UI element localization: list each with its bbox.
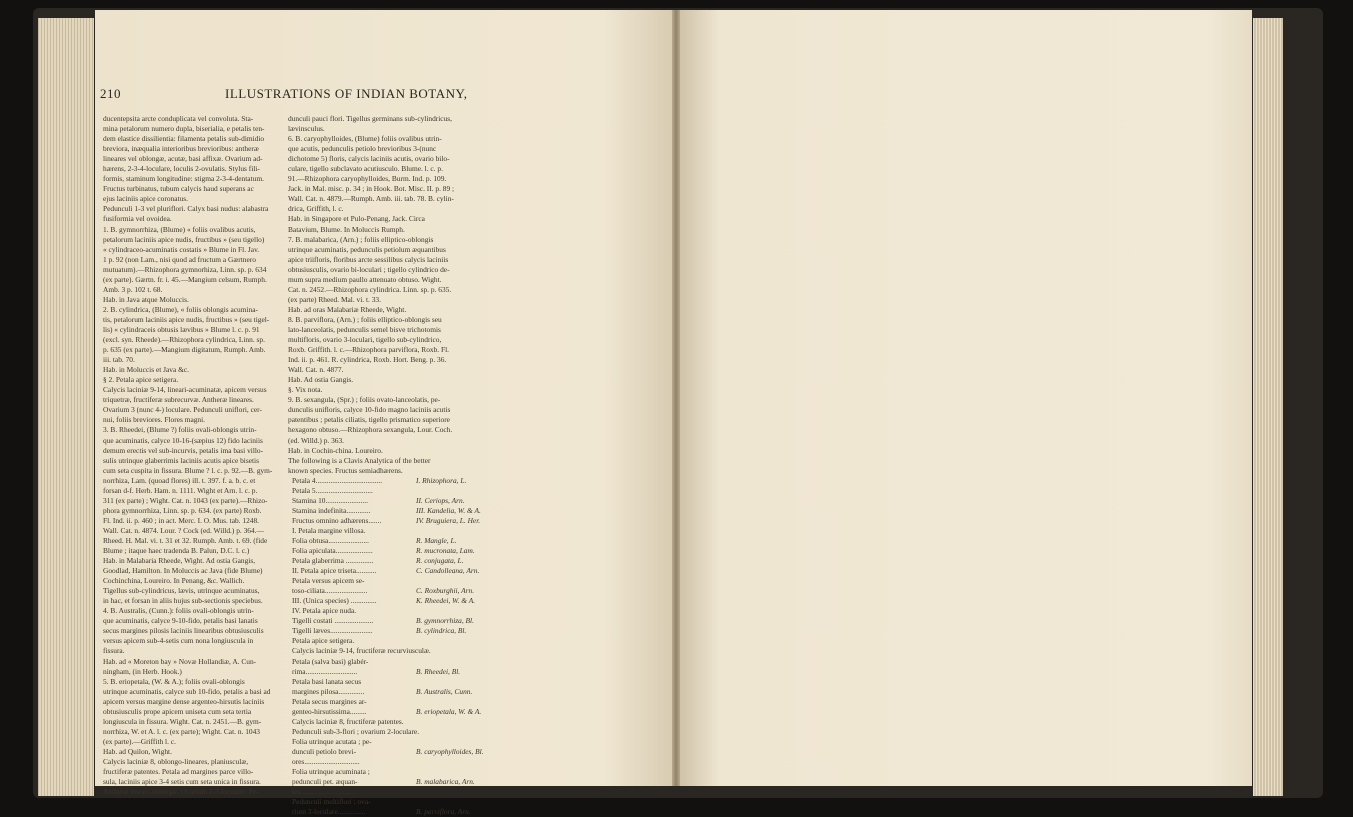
key-row — [288, 787, 466, 797]
key-row-label: Folia obtusa...................... — [292, 535, 369, 545]
text-line: formis, staminum longitudine: stigma 2-3-4-dentatum. — [103, 174, 264, 184]
text-line: Hab. in Singapore et Pulo-Penang, Jack. Circa — [288, 214, 425, 224]
text-line: culare, tigello subclavato acutiusculo. Blume. l. c. p. — [288, 164, 443, 174]
text-line: utrinque acuminatis, calyce sub 10-fido, petalis a basi ad — [103, 686, 271, 696]
key-row — [288, 496, 466, 506]
text-line: demum erectis vel sub-incurvis, petalis ima basi villo- — [103, 445, 264, 455]
book-gutter — [672, 10, 680, 786]
key-row — [288, 505, 481, 516]
text-line: que acutis, pedunculis petiolo brevioribus 3-(nunc — [288, 144, 437, 154]
text-line: patentibus ; petalis ciliatis, tigello prismatico superiore — [288, 415, 450, 425]
text-line: triquetræ, fructiferæ subrecurvæ. Antheræ lineares. — [103, 395, 254, 405]
text-line: The following is a Clavis Analytica of the better — [288, 455, 431, 465]
key-row-taxon: R. conjugata, L. — [416, 556, 464, 566]
text-line: hexagono obtuso.—Rhizophora sexangula, Lour. Coch. — [288, 425, 453, 435]
text-line: versus apicem sub-4-setis cum nona longiuscula in — [103, 636, 254, 646]
key-row — [288, 797, 466, 807]
key-row-taxon: R. mucronata, Lam. — [416, 546, 475, 556]
key-row — [288, 556, 466, 566]
key-row-label: genteo-hirsutissima......... — [292, 706, 367, 716]
text-line: obtusiusculis prope apicem uniseta cum seta tertia — [103, 706, 252, 716]
key-row — [288, 526, 466, 536]
text-line: Batavium, Blume. In Moluccis Rumph. — [288, 224, 405, 234]
key-row-label: Pedunculi sub-3-flori ; ovarium 2-loculare. — [292, 726, 420, 736]
text-line: Fructus turbinatus, tubum calycis haud superans ac — [103, 184, 254, 194]
key-row — [288, 576, 466, 586]
text-line: que acuminatis, calyce 9-10-fido, petalis basi lanatis — [103, 616, 258, 626]
text-line: Hab. in Malabaria Rheede, Wight. Ad ostia Gangis, — [103, 556, 256, 566]
text-line: in hac, et forsan in aliis hujus sub-sectionis speciebus. — [103, 596, 263, 606]
key-row-taxon: I. Rhizophora, L. — [416, 475, 467, 485]
text-line: Rheed. H. Mal. vi. t. 31 et 32. Rumph. Amb. t. 69. (fide — [103, 535, 268, 545]
key-row — [288, 737, 466, 747]
key-row-taxon: IV. Bruguiera, L. Her. — [416, 515, 481, 525]
text-line: nui, foliis breviores. Flores magni. — [103, 415, 206, 425]
text-line: Fl. Ind. ii. p. 460 ; in act. Merc. I. O. Mus. tab. 1248. — [103, 515, 260, 525]
key-row — [288, 657, 466, 667]
text-line: Jack. in Mal. misc. p. 34 ; in Hook. Bot. Misc. II. p. 89 ; — [288, 184, 455, 194]
key-row — [288, 626, 466, 636]
key-row-label: Petala versus apicem se- — [292, 576, 365, 586]
key-row — [288, 616, 474, 626]
text-line: fusiformia vel ovoidea. — [103, 214, 172, 224]
key-row-taxon: B. parviflora, Arn. — [416, 807, 471, 817]
text-line: Hab. in Moluccis et Java &c. — [103, 365, 189, 375]
key-row — [288, 717, 466, 727]
text-line: § 2. Petala apice setigera. — [103, 375, 179, 385]
text-line: norrhiza, W. et A. l. c. (ex parte); Wight. Cat. n. 1043 — [103, 726, 260, 736]
key-row — [288, 697, 466, 707]
text-line: que acuminatis, calyce 10-16-(sæpius 12) fido laciniis — [103, 435, 263, 445]
key-row — [288, 767, 466, 777]
text-line: Blume ; itaque haec tradenda B. Palun, D.C. l. c.) — [103, 546, 250, 556]
text-line: 3. B. Rheedei, (Blume ?) foliis ovali-oblongis utrin- — [103, 425, 257, 435]
text-line: 8. B. parviflora, (Arn.) ; foliis elliptico-oblongis seu — [288, 314, 442, 324]
key-row-label: Tigelli costati ..................... — [292, 616, 374, 626]
text-line: mum supra medium paullo attenuato obtuso. Wight. — [288, 274, 442, 284]
text-line: 311 (ex parte) ; Wight. Cat. n. 1043 (ex parte).—Rhizo- — [103, 495, 268, 505]
key-row-taxon: B. caryophylloides, Bl. — [416, 746, 484, 756]
text-line: §. Vix nota. — [288, 385, 323, 395]
key-row-label: rima............................ — [292, 666, 358, 676]
key-row — [288, 646, 466, 656]
text-line: Wall. Cat. n. 4877. — [288, 365, 344, 375]
text-line: longiuscula in fissura. Wight. Cat. n. 2451.—B. gym- — [103, 716, 262, 726]
key-row-label: Folia apiculata.................... — [292, 546, 373, 556]
text-line: 4. B. Australis, (Cunn.): foliis ovali-oblongis utrin- — [103, 606, 254, 616]
text-line: Pedunculi 1-3 vel pluriflori. Calyx basi nudus: alabastra — [103, 204, 269, 214]
key-row — [288, 515, 481, 526]
text-line: lineares vel oblongæ, acutæ, basi affixæ. Ovarium ad- — [103, 154, 263, 164]
text-line: petalorum laciniis apice nudis, fructibus » (seu tigello) — [103, 234, 265, 244]
text-line: iii. tab. 70. — [103, 355, 135, 365]
text-line: cum seta cuspita in fissura. Blume ? l. c. p. 92.—B. gym- — [103, 465, 273, 475]
key-row-taxon: B. Rheedei, Bl. — [416, 666, 461, 676]
key-row-taxon: C. Candolleana, Arn. — [416, 566, 480, 576]
text-line: 1. B. gymnorrhiza, (Blume) « foliis ovalibus acutis, — [103, 224, 256, 234]
key-row — [288, 596, 476, 606]
key-row — [288, 807, 471, 817]
text-line: breviora, inæqualia interioribus brevioribus: antheræ — [103, 144, 259, 154]
text-line: 6. B. caryophylloides, (Blume) foliis ovalibus utrin- — [288, 134, 442, 144]
key-row-label: dunculi petiolo brevi- — [292, 746, 357, 756]
text-line: ningham, (in Herb. Hook.) — [103, 666, 182, 676]
text-line: utrinque acuminatis, pedunculis petiolum æquantibus — [288, 244, 446, 254]
text-line: hærens, 2-3-4-loculare, loculis 2-ovulatis. Stylus fili- — [103, 164, 260, 174]
text-line: Tigellus sub-cylindricus, lævis, utrinque acuminatus, — [103, 586, 260, 596]
text-line: Goodlad, Hamilton. In Moluccis ac Java (fide Blume) — [103, 566, 263, 576]
text-line: (ex parte) Rheed. Mal. vi. t. 33. — [288, 294, 381, 304]
key-row-label: Folia utrinque acutata ; pe- — [292, 736, 372, 746]
text-line: Amb. 3 p. 102 t. 68. — [103, 284, 163, 294]
page-number: 210 — [100, 86, 121, 101]
right-page-edges — [1253, 18, 1283, 796]
key-row — [288, 677, 466, 687]
key-row-label: Folia utrinque acuminata ; — [292, 767, 370, 777]
text-line: 2. B. cylindrica, (Blume), « foliis oblongis acumina- — [103, 304, 258, 314]
text-line: Hab. Ad ostia Gangis. — [288, 375, 354, 385]
text-line: fissura. — [103, 646, 125, 656]
key-row-label: Stamina 10....................... — [292, 495, 368, 505]
key-row-label: III. (Unica species) .............. — [292, 596, 377, 606]
text-line: Roxb. Griffith. l. c.—Rhizophora parviflora, Roxb. Fl. — [288, 345, 449, 355]
key-row-label: Calycis laciniæ 9-14, fructiferæ recurviusculæ. — [292, 646, 431, 656]
key-row-label: Pedunculi multiflori ; ova- — [292, 797, 371, 807]
text-line: (excl. syn. Rheede).—Rhizophora cylindrica, Linn. sp. — [103, 335, 265, 345]
key-row-label: Fructus omnino adhærens....... — [292, 515, 382, 525]
text-line: Cat. n. 2452.—Rhizophora cylindrica. Linn. sp. p. 635. — [288, 284, 452, 294]
key-row — [288, 486, 466, 496]
key-row-taxon: B. malabarica, Arn. — [416, 777, 475, 787]
key-row-taxon: II. Ceriops, Arn. — [416, 495, 465, 505]
key-row-label: Petala glaberrima ............... — [292, 556, 374, 566]
text-line: Calycis laciniæ 9-14, lineari-acuminatæ, apicem versus — [103, 385, 267, 395]
key-row-label: II. Petala apice triseta........... — [292, 566, 377, 576]
text-line: Antheræ lineari-oblongæ. Ovarium 2-3-loculare. Pe- — [103, 787, 259, 797]
text-line: mina petalorum numero dupla, biserialia, e petalis ten- — [103, 124, 265, 134]
text-line: 1 p. 92 (non Lam., nisi quod ad fructum a Gærtnero — [103, 254, 256, 264]
text-line: Ind. ii. p. 461. R. cylindrica, Roxb. Hort. Beng. p. 36. — [288, 355, 447, 365]
text-line: Hab. ad oras Malabariæ Rheede, Wight. — [288, 304, 407, 314]
text-line: Hab. in Java atque Moluccis. — [103, 294, 189, 304]
text-line: (ex parte).—Griffith l. c. — [103, 736, 176, 746]
key-row-label: rium 3-loculare............... — [292, 807, 366, 817]
text-line: obtusiusculis, ovario bi-loculari ; tigello cylindrico de- — [288, 264, 450, 274]
key-row-taxon: B. Australis, Cunn. — [416, 686, 473, 696]
key-row-label: ores.............................. — [292, 757, 360, 766]
key-row-taxon: B. eriopetala, W. & A. — [416, 706, 482, 716]
text-line: dunculis unifloris, calyce 10-fido magno laciniis acutis — [288, 405, 451, 415]
key-row-label: IV. Petala apice nuda. — [292, 606, 357, 616]
key-row-label: Tigelli læves....................... — [292, 626, 373, 636]
key-row-label: Petala 5............................... — [292, 485, 373, 495]
text-line: Hab. in Cochin-china. Loureiro. — [288, 445, 383, 455]
text-line: forsan d-f. Herb. Ham. n. 1111. Wight et Arn. l. c. p. — [103, 485, 258, 495]
text-column-right — [288, 114, 484, 817]
key-row-label: toso-ciliata....................... — [292, 586, 368, 596]
left-page-edges — [38, 18, 94, 796]
right-page-blank — [680, 10, 1252, 786]
key-row — [288, 757, 466, 767]
key-row-taxon: B. gymnorrhiza, Bl. — [416, 616, 474, 626]
text-line: Calycis laciniæ 8, oblongo-lineares, planiusculæ, — [103, 757, 249, 766]
text-line: Hab. ad Quilon, Wight. — [103, 746, 172, 756]
text-line: apicem versus margine dense argenteo-hirsutis laciniis — [103, 696, 265, 706]
key-row — [288, 667, 466, 677]
text-line: Hab. ad « Moreton bay » Novæ Hollandiæ, A. Cun- — [103, 656, 257, 666]
text-line: mutuatum).—Rhizophora gymnorhiza, Linn. sp. p. 634 — [103, 264, 267, 274]
key-row-taxon: R. Mangle, L. — [416, 535, 457, 545]
text-line: tis, petalorum laciniis apice nudis, fructibus » (seu tigel- — [103, 314, 270, 324]
key-row-label: Petala 4.................................... — [292, 475, 383, 485]
key-row-taxon: K. Rheedei, W. & A. — [416, 596, 476, 606]
text-line: ejus laciniis apice coronatus. — [103, 194, 188, 204]
key-row-label: I. Petala margine villosa. — [292, 525, 366, 535]
text-line: drica, Griffith, l. c. — [288, 204, 344, 214]
key-row — [288, 566, 480, 576]
key-row-label: Petala basi lanata secus — [292, 676, 362, 686]
key-row-taxon: III. Kandelia, W. & A. — [416, 505, 481, 515]
text-line: Ovarium 3 (nunc 4-) loculare. Pedunculi uniflori, cer- — [103, 405, 262, 415]
text-line: (ed. Willd.) p. 363. — [288, 435, 345, 445]
key-row — [288, 586, 475, 596]
text-line: dem elastice dissilientia: filamenta petalis sub-dimidio — [103, 134, 265, 144]
text-line: « cylindraceo-acuminatis costatis » Blume in Fl. Jav. — [103, 244, 260, 254]
key-row — [288, 536, 466, 546]
key-row-label: Stamina indefinita............. — [292, 505, 371, 515]
key-row — [288, 777, 475, 787]
key-row-label: pedunculi pet. æquan- — [292, 777, 358, 787]
text-line: sulis utrinque glaberrimis laciniis acutis apice bisetis — [103, 455, 259, 465]
key-row-taxon: C. Roxburghii, Arn. — [416, 586, 475, 596]
text-line: dichotome 5) floris, calycis laciniis acutis, ovario bilo- — [288, 154, 450, 164]
text-line: Wall. Cat. n. 4874. Lour. ? Cock (ed. Willd.) p. 364.— — [103, 525, 264, 535]
text-line: 5. B. eriopetala, (W. & A.); foliis ovali-oblongis — [103, 676, 245, 686]
key-row-label: margines pilosa.............. — [292, 686, 365, 696]
text-line: 91.—Rhizophora caryophylloides, Burm. Ind. p. 109. — [288, 174, 447, 184]
key-row — [288, 686, 473, 697]
text-line: 9. B. sexangula, (Spr.) ; foliis ovato-lanceolatis, pe- — [288, 395, 441, 405]
running-title: ILLUSTRATIONS OF INDIAN BOTANY, — [225, 86, 468, 101]
text-line: Cochinchina, Loureiro. In Penang, &c. Wallich. — [103, 576, 245, 586]
key-row — [288, 606, 466, 616]
key-row-label: Petala secus margines ar- — [292, 696, 367, 706]
key-row-label: Petala apice setigera. — [292, 636, 355, 646]
key-row-taxon: B. cylindrica, Bl. — [416, 626, 467, 636]
key-row — [288, 706, 482, 717]
text-line: fructiferæ patentes. Petala ad margines parce villo- — [103, 767, 254, 777]
text-line: Wall. Cat. n. 4879.—Rumph. Amb. iii. tab. 78. B. cylin- — [288, 194, 454, 204]
text-line: multifloris, ovario 3-loculari, tigello sub-cylindrico, — [288, 335, 442, 345]
text-line: ducentepsita arcte conduplicata vel convoluta. Sta- — [103, 114, 254, 123]
key-row — [288, 546, 475, 556]
species-key — [288, 475, 484, 817]
text-line: lato-lanceolatis, pedunculis semel bisve trichotomis — [288, 324, 441, 334]
text-line: secus margines pilosis laciniis linearibus obtusiusculis — [103, 626, 264, 636]
text-line: (ex parte). Gærtn. fr. i. 45.—Mangium celsum, Rumph. — [103, 274, 267, 284]
key-row-label: tes............................... — [292, 787, 358, 797]
text-line: lis) « cylindraceis obtusis lævibus » Blume l. c. p. 91 — [103, 324, 260, 334]
key-row-label: Calycis laciniæ 8, fructiferæ patentes. — [292, 716, 404, 726]
text-line: known species. Fructus semiadhærens. — [288, 465, 403, 475]
key-row — [288, 746, 484, 757]
text-line: phora gymnorrhiza, Linn. sp. p. 634. (ex parte) Roxb. — [103, 505, 262, 515]
text-line: norrhiza, Lam. (quoad flores) ill. t. 397. f. a. b. c. et — [103, 475, 256, 485]
text-line: 7. B. malabarica, (Arn.) ; foliis elliptico-oblongis — [288, 234, 434, 244]
text-line: sula, laciniis apice 3-4 setis cum seta unica in fissura. — [103, 777, 261, 787]
text-line: lævinsculus. — [288, 124, 325, 134]
key-row-label: Petala (salva basi) glabér- — [292, 656, 369, 666]
text-line: p. 635 (ex parte).—Mangium digitatum, Rumph. Amb. — [103, 345, 266, 355]
key-row — [288, 636, 466, 646]
key-row — [288, 476, 466, 486]
text-line: apice triifloris, floribus arcte sessilibus calycis laciniis — [288, 254, 449, 264]
key-row — [288, 727, 466, 737]
text-line: dunculi pauci flori. Tigellus germinans sub-cylindricus, — [288, 114, 453, 123]
text-column-left — [103, 114, 281, 797]
